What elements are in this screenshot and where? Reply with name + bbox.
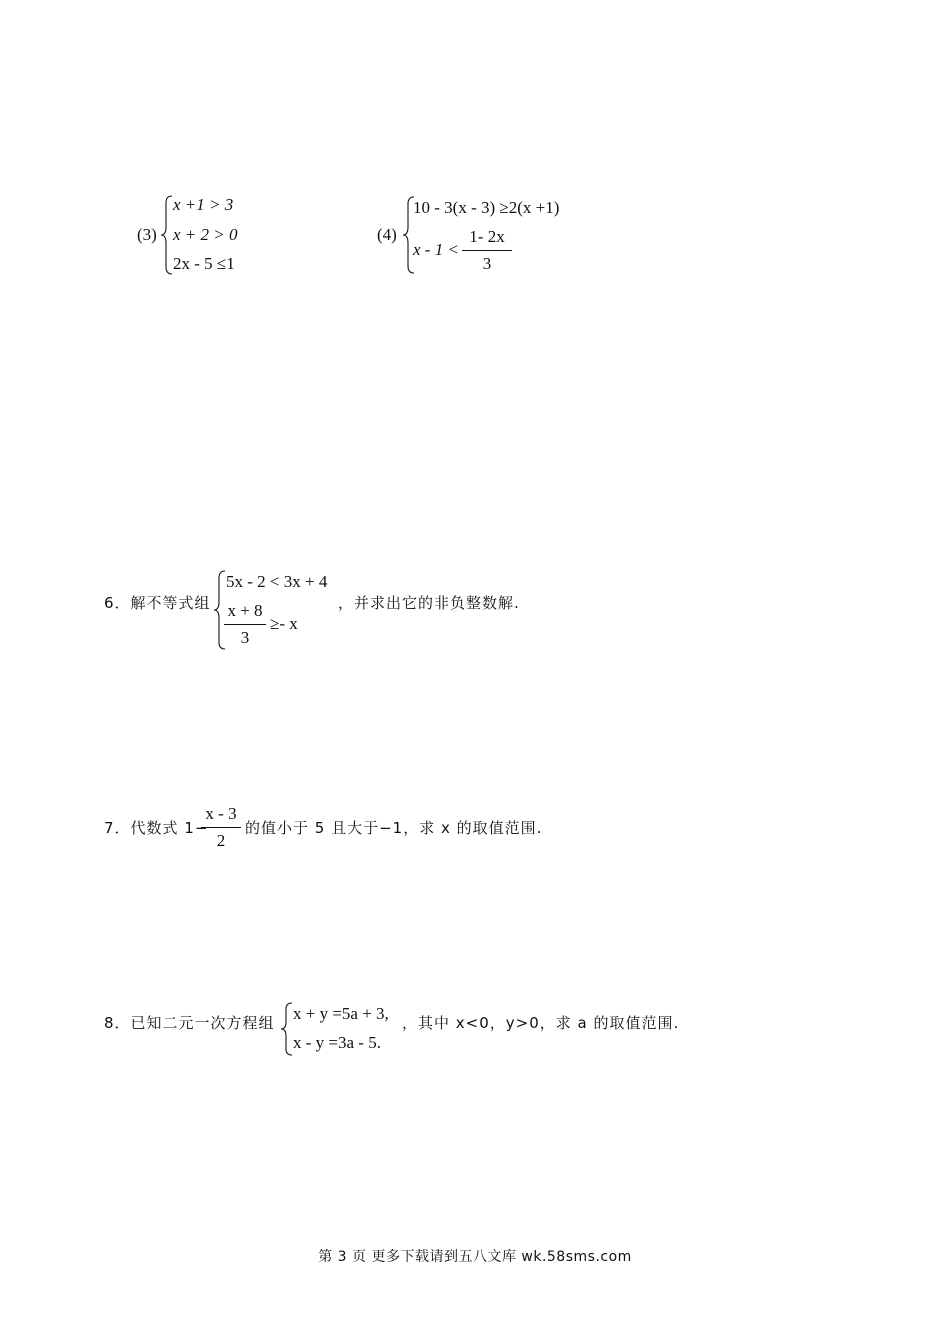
p5-3-brace (160, 195, 174, 275)
p8-brace (280, 1002, 294, 1056)
p7-prefix: 7．代数式 1− (104, 819, 209, 837)
p7-suffix: 的值小于 5 且大于−1，求 x 的取值范围. (245, 819, 543, 837)
p7-frac-bar (201, 827, 241, 828)
p6-frac-bar (224, 624, 266, 625)
p5-3-label: (3) (137, 225, 157, 244)
p6-line2-right: ≥- x (270, 614, 298, 633)
p6-fraction (224, 600, 266, 649)
p6-frac-num: x + 8 (227, 601, 263, 620)
p5-3-line2: x + 2 > 0 (173, 225, 238, 244)
p8-prefix: 8．已知二元一次方程组 (104, 1014, 275, 1032)
p6-frac-den: 3 (240, 628, 250, 647)
p5-4-frac-den: 3 (482, 254, 492, 273)
p6-prefix: 6．解不等式组 (104, 594, 211, 612)
p7-frac-num: x - 3 (205, 804, 237, 823)
p5-4-line2-left: x - 1 < (413, 240, 459, 259)
p5-3-line3: 2x - 5 ≤1 (173, 254, 235, 273)
p8-line1: x + y =5a + 3, (293, 1004, 389, 1023)
p6-suffix: ，并求出它的非负整数解. (338, 594, 520, 612)
p7-frac-den: 2 (216, 831, 226, 850)
p8-line2: x - y =3a - 5. (293, 1033, 381, 1052)
p5-4-label: (4) (377, 225, 397, 244)
p6-line1: 5x - 2 < 3x + 4 (226, 572, 328, 591)
p5-4-line1: 10 - 3(x - 3) ≥2(x +1) (413, 198, 560, 217)
p5-3-line1: x +1 > 3 (173, 195, 234, 214)
p7-fraction (201, 803, 241, 852)
p5-4-fraction (462, 226, 512, 275)
page-footer: 第 3 页 更多下载请到五八文库 wk.58sms.com (318, 1249, 632, 1265)
p5-4-frac-num: 1- 2x (469, 227, 505, 246)
p8-suffix: ，其中 x<0，y>0，求 a 的取值范围. (402, 1014, 680, 1032)
p5-4-frac-bar (462, 250, 512, 251)
